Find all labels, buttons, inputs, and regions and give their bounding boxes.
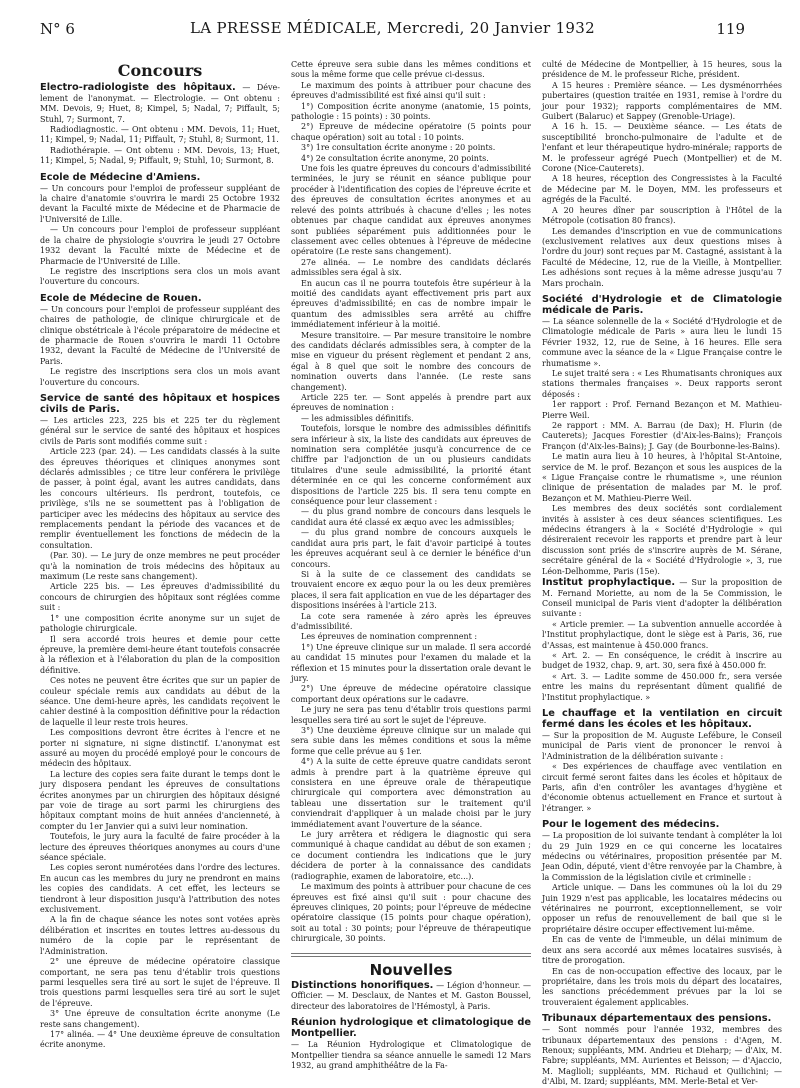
article-text: 2° une épreuve de médecine opératoire classique comportant, ne sera pas tenu d'établir trois questions parmi lesquelles sera tiré au sort le sujet de l'épreuve. Il trois questions parmi lesquelles sera tiré au sort le sujet de l'épreuve. bbox=[40, 957, 280, 1008]
issue-number: N° 6 bbox=[40, 20, 75, 38]
article-title: Ecole de Médecine d'Amiens. bbox=[40, 171, 201, 183]
column-3 bbox=[542, 60, 783, 1087]
article-text: Une fois les quatre épreuves du concours d'admissibilité terminées, le jury se réunit en séance publique pour procéder à l'identification des copies de l'épreuve écrite et des épreuves de consultation écrites anonymes et au relevé des points attribués à chacune d'elles ; les notes obtenues par chaque candidat aux épreuves anonymes sont publiées séparément puis additionnées pour le classement avec celles obtenues à l'épreuve de médecine opératoire (Le reste sans changement). bbox=[291, 164, 531, 257]
article-title: Pour le logement des médecins. bbox=[542, 819, 720, 831]
section-heading-concours: Concours bbox=[117, 61, 203, 80]
article-text: 3° Une épreuve de consultation écrite anonyme (Le reste sans changement). bbox=[40, 1009, 280, 1029]
article-text: — Légion d'honneur. — Officier. — M. Desclaux, de Nantes et M. Gaston Boussel, directeur des laboratoires de l'Hémostyl, à Paris. bbox=[291, 980, 531, 1011]
article-text: Le registre des inscriptions sera clos un mois avant l'ouverture du concours. bbox=[40, 266, 280, 287]
article-text: Le jury ne sera pas tenu d'établir trois questions parmi lesquelles sera tiré au sort le sujet de l'épreuve. bbox=[291, 705, 531, 725]
article-text: « Art. 3. — Ladite somme de 450.000 fr., sera versée entre les mains du représentant dûment qualifié de l'Institut prophylactique. » bbox=[542, 671, 782, 702]
article-text: Le matin aura lieu à 10 heures, à l'hôpital St-Antoine, service de M. le prof. Bezançon et sous les auspices de la « Ligue Française contre le rhumatisme », une réunion clinique de présentation de malades par M. le prof. Bezançon et M. Mathieu-Pierre Weil. bbox=[542, 452, 782, 503]
article-title: Tribunaux départementaux des pensions. bbox=[542, 1013, 772, 1025]
article-title: Distinctions honorifiques. bbox=[291, 979, 434, 991]
article-text: Si à la suite de ce classement des candidats se trouvaient encore ex æquo pour la ou les deux premières places, il sera fait application en vue de les départager des dispositions insérées à l'article 213. bbox=[291, 569, 531, 611]
article-text: — Les articles 223, 225 bis et 225 ter du règlement général sur le service de santé des hôpitaux et hospices civils de Paris sont modifiés comme suit : bbox=[40, 415, 280, 446]
article-text: « Des expériences de chauffage avec ventilation en circuit fermé seront faites dans les écoles et hôpitaux de Paris, afin d'en contrôler les avantages d'hygiène et d'économie obtenus actuellement en France et surtout à l'étranger. » bbox=[542, 762, 782, 813]
article-text: — Déve-lement de l'anonymat. — Electrologie. — Ont obtenu : MM. Devois, 9; Huet, 8; Kimpel, 5; Nadal, 7; Piffault, 5; Stuhl, 7; Surmont, 7. bbox=[40, 83, 280, 124]
divider bbox=[291, 956, 531, 957]
article-text: — Sur la proposition de M. Auguste Lefébure, le Conseil municipal de Paris vient de prononcer le renvoi à l'Administration de la délibération suivante : bbox=[542, 730, 782, 761]
article-text: La lecture des copies sera faite durant le temps dont le jury disposera pendant les épreuves de consultations écrites anonymes par un chirurgien des hôpitaux désigné par voie de tirage au sort parmi les chirurgiens des hôpitaux comptant moins de huit années d'ancienneté, à compter du 1er Janvier qui a suivi leur nomination. bbox=[40, 769, 280, 831]
divider bbox=[291, 953, 531, 954]
newspaper-title: LA PRESSE MÉDICALE, Mercredi, 20 Janvier 1932 bbox=[190, 19, 595, 37]
article-text: — les admissibles définitifs. bbox=[301, 413, 414, 423]
article-title: Institut prophylactique. bbox=[542, 577, 676, 589]
article-text: Le maximum des points à attribuer pour chacune des épreuves d'admissibilité est fixé ainsi qu'il suit : bbox=[291, 80, 531, 101]
article-text: Radiodiagnostic. — Ont obtenu : MM. Devois, 11; Huet, 11; Kimpel, 9; Nadal, 11; Piffault, 7; Stuhl, 8; Surmont, 11. bbox=[40, 125, 280, 145]
article-text: 17° alinéa. — 4° Une deuxième épreuve de consultation écrite anonyme. bbox=[40, 1029, 280, 1050]
article-text: Le jury arrêtera et rédigera le diagnostic qui sera communiqué à chaque candidat au début de son examen ; ce document contiendra les indications que le jury décidera de porter à la connaissance des candidats (radiographie, examen de laboratoire, etc...). bbox=[291, 830, 531, 881]
article-text: A 15 heures : Première séance. — Les dysménorrhées pubertaires (question traitée en 1931, remise à l'ordre du jour pour 1932); rapports complémentaires de MM. Guibert (Balaruc) et Sappey (Grenoble-Uriage). bbox=[542, 80, 782, 122]
column-1 bbox=[40, 60, 280, 1072]
article-text: Article unique. — Dans les communes où la loi du 29 Juin 1929 n'est pas applicable, les locataires médecins ou vétérinaires ne pourront, exceptionnellement, se voir opposer un refus de renouvellement de bail que si le propriétaire désire occuper effectivement lui-même. bbox=[542, 883, 782, 934]
article-text: — La Réunion Hydrologique et Climatologique de Montpellier tiendra sa séance annuelle le samedi 12 Mars 1932, au grand amphithéâtre de la Fa- bbox=[291, 1040, 531, 1070]
section-heading-nouvelles: Nouvelles bbox=[369, 960, 453, 979]
column-2 bbox=[291, 60, 531, 1072]
article-text: — La proposition de loi suivante tendant à compléter la loi du 29 Juin 1929 en ce qui concerne les locataires médecins ou vétérinaires, proposition présentée par M. Jean Odin, député, vient d'être renvoyée par la Chambre, à la Commission de la législation civile et criminelle : bbox=[542, 831, 783, 882]
article-text: — Un concours pour l'emploi de professeur suppléant de la chaire de physiologie s'ouvrira le jeudi 27 Octobre 1932 devant la Faculté mixte de Médecine et de Pharmacie de l'Université de Lille. bbox=[40, 225, 280, 266]
article-text: 3°) 1re consultation écrite anonyme : 20 points. bbox=[301, 143, 496, 153]
article-title: Service de santé des hôpitaux et hospices civils de Paris. bbox=[40, 392, 280, 415]
article-text: — du plus grand nombre de concours dans lesquels le candidat aura été classé ex æquo avec les admissibles; bbox=[291, 507, 531, 527]
article-text: 4°) 2e consultation écrite anonyme, 20 points. bbox=[301, 153, 489, 163]
article-text: — La séance solennelle de la « Société d'Hydrologie et de Climatologie médicale de Paris » aura lieu le lundi 15 Février 1932, 12, rue de Seine, à 16 heures. Elle sera commune avec la séance de la « Ligue Française contre le rhumatisme ». bbox=[542, 316, 782, 368]
article-text: En cas de vente de l'immeuble, un délai minimum de deux ans sera accordé aux mêmes locataires susvisés, à titre de prorogation. bbox=[542, 935, 782, 966]
article-text: A 18 heures, réception des Congressistes à la Faculté de Médecine par M. le Doyen, MM. les professeurs et agrégés de la Faculté. bbox=[542, 174, 782, 205]
article-text: En cas de non-occupation effective des locaux, par le propriétaire, dans les trois mois du départ des locataires, les sanctions précédemment prévues par la loi se trouveraient également applicables. bbox=[542, 966, 782, 1007]
article-text: culté de Médecine de Montpellier, à 15 heures, sous la présidence de M. le professeur Riche, président. bbox=[542, 60, 782, 80]
article-text: 4°) A la suite de cette épreuve quatre candidats seront admis à prendre part à la quatrième épreuve qui consistera en une épreuve orale de thérapeutique chirurgicale qui comportera avec démonstration au tableau une dissertation sur le traitement qu'il conviendrait d'appliquer à un malade choisi par le jury immédiatement avant l'ouverture de la séance. bbox=[291, 757, 531, 829]
masthead bbox=[40, 18, 745, 40]
article-text: A 20 heures dîner par souscription à l'Hôtel de la Métropole (cotisation 80 francs). bbox=[542, 205, 782, 226]
article-title: Réunion hydrologique et climatologique de Montpellier. bbox=[291, 1017, 531, 1040]
article-text: Le maximum des points à attribuer pour chacune de ces épreuves est fixé ainsi qu'il suit : pour chacune des épreuves cliniques, 20 points; pour l'épreuve de médecine opératoire classique (15 points pour chaque opération), soit au total : 30 points; pour l'épreuve de thérapeutique chirurgicale, 30 points. bbox=[291, 882, 531, 944]
article-text: A 16 h. 15. — Deuxième séance. — Les états de susceptibilité broncho-pulmonaire de l'adulte et de l'enfant et leur thérapeutique hydro-minérale; rapports de M. le professeur agrégé Puech (Montpellier) et de M. Corone (Nice-Cauterets). bbox=[542, 122, 782, 174]
article-text: 2e rapport : MM. A. Barrau (de Dax); H. Flurin (de Cauterets); Jacques Forestier (d'Aix-les-Bains); François Françon (d'Aix-les-Bains); J. Gay (de Bourbonne-les-Bains). bbox=[542, 421, 782, 451]
article-text: Le sujet traité sera : « Les Rhumatisants chroniques aux stations thermales françaises ». Deux rapports seront déposés : bbox=[542, 368, 782, 399]
article-text: 27e alinéa. — Le nombre des candidats déclarés admissibles sera égal à six. bbox=[291, 257, 531, 278]
article-text: Article 225 ter. — Sont appelés à prendre part aux épreuves de nomination : bbox=[291, 393, 531, 413]
article-text: 2°) Epreuve de médecine opératoire (5 points pour chaque opération) soit au total : 10 points. bbox=[291, 122, 531, 142]
article-text: En aucun cas il ne pourra toutefois être supérieur à la moitié des candidats ayant effectivement pris part aux épreuves d'admissibilité; en cas de nombre impair le quantum des admissibles sera arrêté au chiffre immédiatement inférieur à la moitié. bbox=[291, 278, 531, 330]
article-text: — Un concours pour l'emploi de professeur suppléant de la chaire d'anatomie s'ouvrira le mardi 25 Octobre 1932 devant la Faculté mixte de Médecine et de Pharmacie de l'Université de Lille. bbox=[40, 183, 280, 224]
article-title: Ecole de Médecine de Rouen. bbox=[40, 292, 202, 304]
article-text: — du plus grand nombre de concours auxquels le candidat aura pris part, le fait d'avoir participé à toutes les épreuves acquérant seul à ce dernier le bénéfice d'un concours. bbox=[291, 528, 531, 569]
article-text: 3°) Une deuxième épreuve clinique sur un malade qui sera subie dans les mêmes conditions et sous la même forme que celle prévue au § 1er. bbox=[291, 726, 531, 756]
article-text: — Un concours pour l'emploi de professeur suppléant des chaires de pathologie, de clinique chirurgicale et de clinique obstétricale à l'école préparatoire de médecine et de pharmacie de Rouen s'ouvrira le mardi 11 Octobre 1932, devant la Faculté de Médecine de l'Université de Paris. bbox=[40, 304, 280, 366]
article-title: Electro-radiologiste des hôpitaux. bbox=[40, 82, 236, 94]
article-text: « Art. 2. — En conséquence, le crédit à inscrire au budget de 1932, chap. 9, art. 30, sera fixé à 450.000 fr. bbox=[542, 650, 782, 671]
article-text: Les copies seront numérotées dans l'ordre des lectures. En aucun cas les membres du jury ne prendront en mains les copies des candidats. A cet effet, les lecteurs se tiendront à leur disposition jusqu'à l'attribution des notes exclusivement. bbox=[40, 863, 280, 915]
article-text: Cette épreuve sera subie dans les mêmes conditions et sous la même forme que celle prévue ci-dessus. bbox=[291, 60, 531, 80]
article-text: A la fin de chaque séance les notes sont votées après délibération et inscrites en toutes lettres au-dessous du numéro de la copie par le représentant de l'Administration. bbox=[40, 915, 280, 956]
article-title: Le chauffage et la ventilation en circuit fermé dans les écoles et les hôpitaux. bbox=[542, 707, 782, 730]
article-text: Le registre des inscriptions sera clos un mois avant l'ouverture du concours. bbox=[40, 367, 280, 387]
article-text: 2°) Une épreuve de médecine opératoire classique comportant deux opérations sur le cadavre. bbox=[291, 684, 531, 704]
article-text: Les compositions devront être écrites à l'encre et ne porter ni signature, ni signe distinctif. L'anonymat est assuré au moyen du procédé employé pour le concours de médecin des hôpitaux. bbox=[40, 728, 280, 769]
article-text: 1er rapport : Prof. Fernand Bezançon et M. Mathieu-Pierre Weil. bbox=[542, 400, 782, 420]
article-text: — Sont nommés pour l'année 1932, membres des tribunaux départementaux des pensions : d'Agen, M. Renoux; suppléants, MM. Andrieu et Dieharp; — d'Aix, M. Fabre; suppléants, MM. Aurientes et Beisson; — d'Ajaccio, M. Maglioli; suppléants, MM. Richaud et Quilichini; — d'Albi, M. Izard; suppléants, MM. Merle-Betal et Ver- bbox=[542, 1025, 782, 1087]
article-text: Les épreuves de nomination comprennent : bbox=[301, 632, 478, 642]
article-title: Société d'Hydrologie et de Climatologie médicale de Paris. bbox=[542, 293, 782, 316]
article-text: La cote sera ramenée à zéro après les épreuves d'admissibilité. bbox=[291, 611, 531, 631]
article-text: Mesure transitoire. — Par mesure transitoire le nombre des candidats déclarés admissibles sera, à compter de la mise en vigueur du présent règlement et pendant 2 ans, égal à 8 quel que soit le nombre des concours de nomination ouverts dans l'année. (Le reste sans changement). bbox=[291, 330, 531, 392]
article-text: Ces notes ne peuvent être écrites que sur un papier de couleur spéciale remis aux candidats au début de la séance. Une demi-heure après, les candidats reçoivent le cahier destiné à la composition définitive pour la rédaction de laquelle il leur reste trois heures. bbox=[40, 676, 280, 727]
article-text: « Article premier. — La subvention annuelle accordée à l'Institut prophylactique, dont le siège est à Paris, 36, rue d'Assas, est maintenue à 450.000 francs. bbox=[542, 619, 782, 650]
article-text: 1°) Une épreuve clinique sur un malade. Il sera accordé au candidat 15 minutes pour l'examen du malade et la réflexion et 15 minutes pour la dissertation orale devant le jury. bbox=[291, 642, 531, 683]
article-text: 1° une composition écrite anonyme sur un sujet de pathologie chirurgicale. bbox=[40, 613, 280, 634]
article-text: Il sera accordé trois heures et demie pour cette épreuve, la première demi-heure étant toutefois consacrée à la réflexion et à l'élaboration du plan de la composition définitive. bbox=[40, 634, 280, 675]
article-text: — Sur la proposition de M. Fernand Moriette, au nom de la 5e Commission, le Conseil municipal de Paris vient d'adopter la délibération suivante : bbox=[542, 578, 783, 619]
article-text: Toutefois, le jury aura la faculté de faire procéder à la lecture des épreuves théoriques anonymes au cours d'une séance spéciale. bbox=[40, 832, 280, 863]
article-text: Article 225 bis. — Les épreuves d'admissibilité du concours de chirurgien des hôpitaux sont réglées comme suit : bbox=[40, 582, 280, 613]
article-text: 1°) Composition écrite anonyme (anatomie, 15 points, pathologie : 15 points) : 30 points. bbox=[291, 101, 531, 122]
article-text: Article 223 (par. 24). — Les candidats classés à la suite des épreuves théoriques et cliniques anonymes sont déclarés admissibles ; ce titre leur conférera le privilège de passer, à point égal, avant les autres candidats, dans les concours ultérieurs. Ils perdront, toutefois, ce privilège, s'ils ne se soumettent pas à l'obligation de participer avec les médecins des hôpitaux au service des remplacements pendant la période des vacances et de remplir éventuellement les fonctions de médecin de la consultation. bbox=[40, 447, 280, 550]
article-text: Toutefois, lorsque le nombre des admissibles définitifs sera inférieur à six, la liste des candidats aux épreuves de nomination sera complétée jusqu'à concurrence de ce chiffre par l'adjonction de un ou plusieurs candidats titulaires d'une seule admissibilité, la priorité étant déterminée en ce qui les concerne conformément aux dispositions de l'article 225 bis. Il sera tenu compte en conséquence pour leur classement : bbox=[291, 424, 531, 507]
page-number: 119 bbox=[716, 20, 745, 38]
article-text: Les membres des deux sociétés sont cordialement invités à assister à ces deux séances scientifiques. Les médecins étrangers à la « Société d'Hydrologie » qui désireraient recevoir les rapports et prendre part à leur discussion sont priés de s'inscrire auprès de M. Sérane, secrétaire général de la « Société d'Hydrologie », 3, rue Léon-Delhomme, Paris (15e). bbox=[542, 504, 782, 576]
article-text: (Par. 30). — Le jury de onze membres ne peut procéder qu'à la nomination de trois médecins des hôpitaux au maximum (Le reste sans changement). bbox=[40, 551, 280, 582]
article-text: Radiothérapie. — Ont obtenu : MM. Devois, 13; Huet, 11; Kimpel, 5; Nadal, 9; Piffault, 9; Stuhl, 10; Surmont, 8. bbox=[40, 145, 280, 166]
article-text: Les demandes d'inscription en vue de communications (exclusivement relatives aux deux questions mises à l'ordre du jour) sont reçues par M. Castagné, assistant à la Faculté de Médecine, 12, rue de la Vieille, à Montpellier. Les adhésions sont reçues à la même adresse jusqu'au 7 Mars prochain. bbox=[542, 226, 782, 288]
